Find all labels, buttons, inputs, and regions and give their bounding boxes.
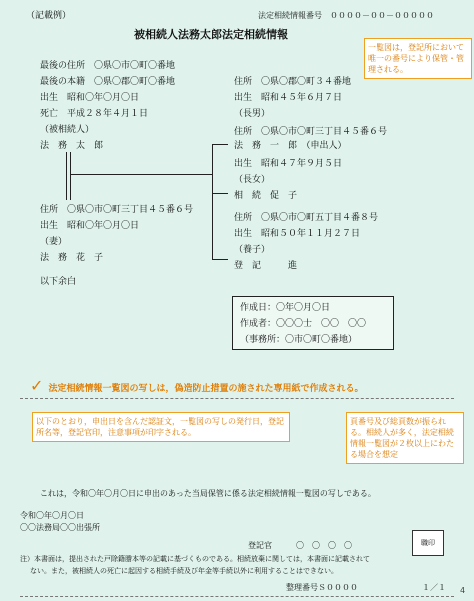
- registrar-line: 登記官 〇 〇 〇 〇: [248, 541, 352, 550]
- creator-person: 作成者：〇〇〇士 〇〇 〇〇: [240, 319, 367, 329]
- heir-2-address: 住所 〇県〇市〇町三丁目４５番６号: [234, 127, 388, 137]
- document-title: 被相続人法務太郎法定相続情報: [134, 28, 288, 41]
- below-blank-label: 以下余白: [40, 277, 77, 287]
- heir-3-address: 住所 〇県〇市〇町五丁目４番８号: [234, 213, 379, 223]
- page-corner-number: 4: [460, 586, 466, 595]
- branch-horizontal: [71, 174, 212, 175]
- decedent-name: 法 務 太 郎: [40, 141, 104, 151]
- sample-label: （記載例）: [26, 11, 72, 21]
- heir-3-role: （養子）: [234, 245, 271, 255]
- creator-date: 作成日：〇年〇月〇日: [240, 303, 331, 313]
- page-indicator: １／１: [422, 583, 446, 592]
- note-right: 頁番号及び総頁数が振られる。相続人が多く，法定相続情報一覧図が２枚以上にわたる場合を想定: [346, 412, 464, 464]
- heir-2-birth: 出生 昭和４７年９月５日: [234, 159, 343, 169]
- heir-1-name: 法 務 一 郎 （申出人）: [234, 141, 347, 151]
- decedent-role: （被相続人）: [40, 125, 95, 135]
- heir-3-birth: 出生 昭和５０年１１月２７日: [234, 229, 361, 239]
- decedent-last-domicile: 最後の本籍 〇県〇郡〇町〇番地: [40, 77, 176, 87]
- separator-top: [20, 398, 454, 399]
- spouse-name: 法 務 花 子: [40, 253, 104, 263]
- heir-1-address: 住所 〇県〇郡〇町３４番地: [234, 77, 352, 87]
- note-top-right: 一覧図は，登記所において唯一の番号により保管・管理される。: [364, 38, 472, 79]
- spouse-address: 住所 〇県〇市〇町三丁目４５番６号: [40, 205, 194, 215]
- office-name: 〇〇法務局〇〇出張所: [20, 523, 100, 532]
- certificate-number: 法定相続情報番号 ００００－００－０００００: [258, 11, 434, 20]
- notice-text: 法定相続情報一覧図の写しは，偽造防止措置の施された専用紙で作成される。: [48, 384, 364, 394]
- heir-1-role: （長男）: [234, 109, 271, 119]
- official-seal: 職印: [412, 530, 444, 556]
- heir-2-name: 相 続 促 子: [234, 191, 298, 201]
- decedent-death: 死亡 平成２８年４月１日: [40, 109, 149, 119]
- heir-2-role: （長女）: [234, 175, 271, 185]
- spouse-role: （妻）: [40, 237, 68, 247]
- separator-bottom: [20, 596, 454, 597]
- marriage-line-right: [70, 152, 71, 200]
- heir-3-name: 登 記 進: [234, 261, 298, 271]
- serial-number: 整理番号Ｓ００００: [286, 583, 358, 592]
- heir-1-birth: 出生 昭和４５年６月７日: [234, 93, 343, 103]
- check-icon: ✓: [30, 376, 44, 395]
- decedent-last-address: 最後の住所 〇県〇市〇町〇番地: [40, 61, 176, 71]
- marriage-line-left: [66, 152, 67, 200]
- branch-to-heir-2: [212, 193, 228, 194]
- caution-line-1: 注）本書面は，提出された戸除籍謄本等の記載に基づくものである。相続放棄に関しては，本書面に記載されて: [20, 555, 370, 563]
- issue-date: 令和〇年〇月〇日: [20, 511, 84, 520]
- certification-text: これは，令和〇年〇月〇日に申出のあった当局保管に係る法定相続情報一覧図の写しである。: [40, 489, 376, 498]
- branch-vertical: [212, 144, 213, 260]
- caution-line-2: ない。また，被相続人の死亡に起因する相続手続及び年金等手続以外に利用することはできない。: [30, 567, 338, 575]
- note-left: 以下のとおり，申出日を含んだ認証文，一覧図の写しの発行日，登記所名等，登記官印，注意事項が印字される。: [32, 412, 290, 442]
- branch-to-heir-1: [212, 144, 228, 145]
- special-paper-notice: [30, 376, 364, 395]
- creator-office: （事務所：〇市〇町〇番地）: [240, 335, 358, 345]
- branch-to-heir-3: [212, 259, 228, 260]
- decedent-birth: 出生 昭和〇年〇月〇日: [40, 93, 140, 103]
- spouse-birth: 出生 昭和〇年〇月〇日: [40, 221, 140, 231]
